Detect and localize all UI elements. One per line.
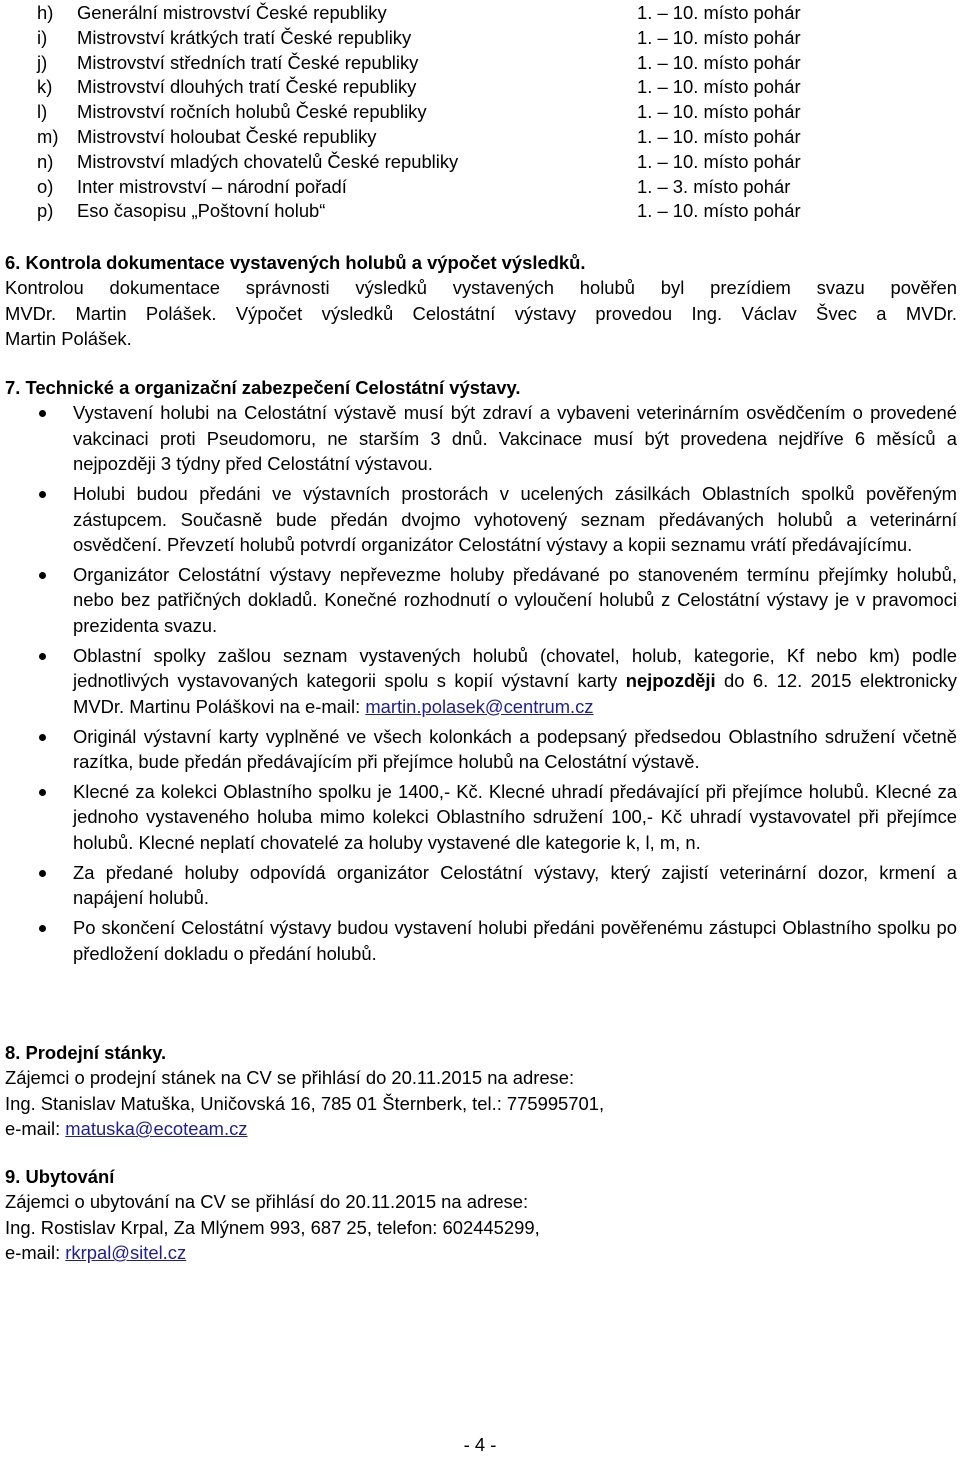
item-name: Mistrovství středních tratí České republiky (77, 51, 419, 73)
list-item (37, 198, 837, 223)
list-item (37, 99, 837, 124)
item-name: Inter mistrovství – národní pořadí (77, 175, 347, 197)
section-9-line: Zájemci o ubytování na CV se přihlásí do 20.11.2015 na adrese: (5, 1191, 529, 1213)
section-9-line: Ing. Rostislav Krpal, Za Mlýnem 993, 687 25, telefon: 602445299, (5, 1216, 540, 1238)
bullet-text: do 6. 12. 2015 elektronicky MVDr. Martinu Poláškovi na e-mail: (73, 670, 957, 717)
bullet-icon (39, 789, 46, 796)
bullet-list (5, 400, 957, 966)
item-name: Mistrovství holoubat České republiky (77, 125, 377, 147)
section-8-email-line (5, 1116, 957, 1141)
bullet-item (5, 481, 957, 557)
bullet-text: Vystavení holubi na Celostátní výstavě musí být zdraví a vybaveni veterinárním osvědčením o provedené vakcinaci proti Pseudomoru, ne starším 3 dnů. Vakcinace musí být provedena nejdříve 6 měsíců a nejpozději 3 týdny před Celostátní výstavou. (73, 402, 957, 475)
email-link[interactable]: martin.polasek@centrum.cz (365, 695, 594, 717)
item-award: 1. – 10. místo pohár (637, 101, 801, 123)
bullet-icon (39, 410, 46, 417)
item-name: Generální mistrovství České republiky (77, 2, 387, 23)
list-item (37, 25, 837, 50)
bullet-icon (39, 572, 46, 579)
item-award: 1. – 10. místo pohár (637, 200, 801, 222)
section-8 (5, 1040, 957, 1142)
section-7-title: 7. Technické a organizační zabezpečení Celostátní výstavy. (5, 377, 521, 398)
section-6-line: Martin Polášek. (5, 328, 132, 350)
bullet-icon (39, 653, 46, 660)
bullet-text: Organizátor Celostátní výstavy nepřevezme holuby předávané po stanoveném termínu přejímky holubů, nebo bez patřičných dokladů. Konečné rozhodnutí o vyloučení holubů z Celostátní výstavy je v pravomoci prezidenta svazu. (73, 564, 957, 636)
section-6-line: Kontrolou dokumentace správnosti výsledků vystavených holubů byl prezídiem svazu pověřen (5, 277, 957, 299)
section-6-line: MVDr. Martin Polášek. Výpočet výsledků Celostátní výstavy provedou Ing. Václav Švec a MVDr. (5, 302, 957, 324)
bullet-item (5, 562, 957, 638)
item-award: 1. – 3. místo pohár (637, 175, 791, 197)
bullet-text: Za předané holuby odpovídá organizátor Celostátní výstavy, který zajistí veterinární dozor, krmení a napájení holubů. (73, 861, 957, 909)
bullet-item (5, 860, 957, 911)
email-link[interactable]: rkrpal@sitel.cz (65, 1242, 187, 1264)
section-8-line: Ing. Stanislav Matuška, Uničovská 16, 785 01 Šternberk, tel.: 775995701, (5, 1092, 605, 1114)
list-item (37, 50, 837, 75)
item-award: 1. – 10. místo pohár (637, 26, 801, 48)
list-item (37, 74, 837, 99)
item-award: 1. – 10. místo pohár (637, 2, 801, 23)
item-award: 1. – 10. místo pohár (637, 51, 801, 73)
item-letter: j) (37, 51, 48, 73)
bullet-icon (39, 491, 46, 498)
section-9 (5, 1164, 957, 1266)
item-letter: l) (37, 101, 48, 123)
section-8-title: 8. Prodejní stánky. (5, 1042, 167, 1063)
list-item (37, 0, 837, 25)
bullet-text: Originál výstavní karty vyplněné ve všech kolonkách a podepsaný předsedou Oblastního sdružení včetně razítka, bude předán předávajícím při přejímce holubů na Celostátní výstavě. (73, 725, 957, 773)
bullet-text: Oblastní spolky zašlou seznam vystavených holubů (chovatel, holub, kategorie, Kf nebo km) podle jednotlivých vystavovaných kategorii spolu s kopií výstavní karty (73, 644, 957, 692)
item-award: 1. – 10. místo pohár (637, 76, 801, 98)
championship-list (37, 0, 837, 223)
section-6-title: 6. Kontrola dokumentace vystavených holubů a výpočet výsledků. (5, 252, 586, 273)
item-letter: o) (37, 175, 54, 197)
item-name: Mistrovství mladých chovatelů České republiky (77, 150, 459, 172)
section-9-email-line (5, 1240, 957, 1265)
list-item (37, 124, 837, 149)
item-letter: k) (37, 76, 53, 98)
bullet-text: Klecné za kolekci Oblastního spolku je 1400,- Kč. Klecné uhradí předávající při přejímce holubů. Klecné za jednoho vystaveného holuba mimo kolekci Oblastního sdružení 100,- Kč uhradí vystavovatel při přejímce holubů. Klecné neplatí chovatelé za holuby vystavené dle kategorie k, l, m, n. (73, 781, 957, 853)
deadline-emphasis: nejpozději (625, 670, 716, 692)
bullet-item (5, 779, 957, 855)
bullet-icon (39, 870, 46, 877)
item-name: Eso časopisu „Poštovní holub“ (77, 200, 326, 222)
bullet-icon (39, 734, 46, 741)
item-letter: m) (37, 125, 59, 147)
item-letter: n) (37, 150, 54, 172)
item-award: 1. – 10. místo pohár (637, 125, 801, 147)
list-item (37, 149, 837, 174)
list-item (37, 174, 837, 199)
item-letter: i) (37, 26, 48, 48)
section-9-title: 9. Ubytování (5, 1166, 115, 1187)
bullet-item (5, 400, 957, 476)
bullet-item (5, 643, 957, 719)
email-label: e-mail: (5, 1118, 66, 1140)
item-letter: h) (37, 2, 54, 23)
bullet-icon (39, 925, 46, 932)
bullet-text: Po skončení Celostátní výstavy budou vystavení holubi předáni pověřenému zástupci Oblastního spolku po předložení dokladu o předání holubů. (73, 917, 957, 964)
email-link[interactable]: matuska@ecoteam.cz (65, 1118, 248, 1140)
item-name: Mistrovství krátkých tratí České republiky (77, 26, 412, 48)
item-name: Mistrovství dlouhých tratí České republiky (77, 76, 417, 98)
section-8-line: Zájemci o prodejní stánek na CV se přihlásí do 20.11.2015 na adrese: (5, 1067, 575, 1089)
item-letter: p) (37, 200, 54, 222)
section-7 (5, 375, 957, 971)
item-name: Mistrovství ročních holubů České republiky (77, 101, 427, 123)
item-award: 1. – 10. místo pohár (637, 150, 801, 172)
bullet-item (5, 724, 957, 775)
bullet-item (5, 915, 957, 966)
email-label: e-mail: (5, 1242, 66, 1264)
section-6 (5, 250, 957, 352)
page-number: - 4 - (463, 1434, 497, 1455)
bullet-text: Holubi budou předáni ve výstavních prostorách v ucelených zásilkách Oblastních spolků pověřeným zástupcem. Současně bude předán dvojmo vyhotovený seznam předávaných holubů a veterinární osvědčení. Převzetí holubů potvrdí organizátor Celostátní výstavy a kopii seznamu vrátí předávajícímu. (73, 483, 957, 556)
